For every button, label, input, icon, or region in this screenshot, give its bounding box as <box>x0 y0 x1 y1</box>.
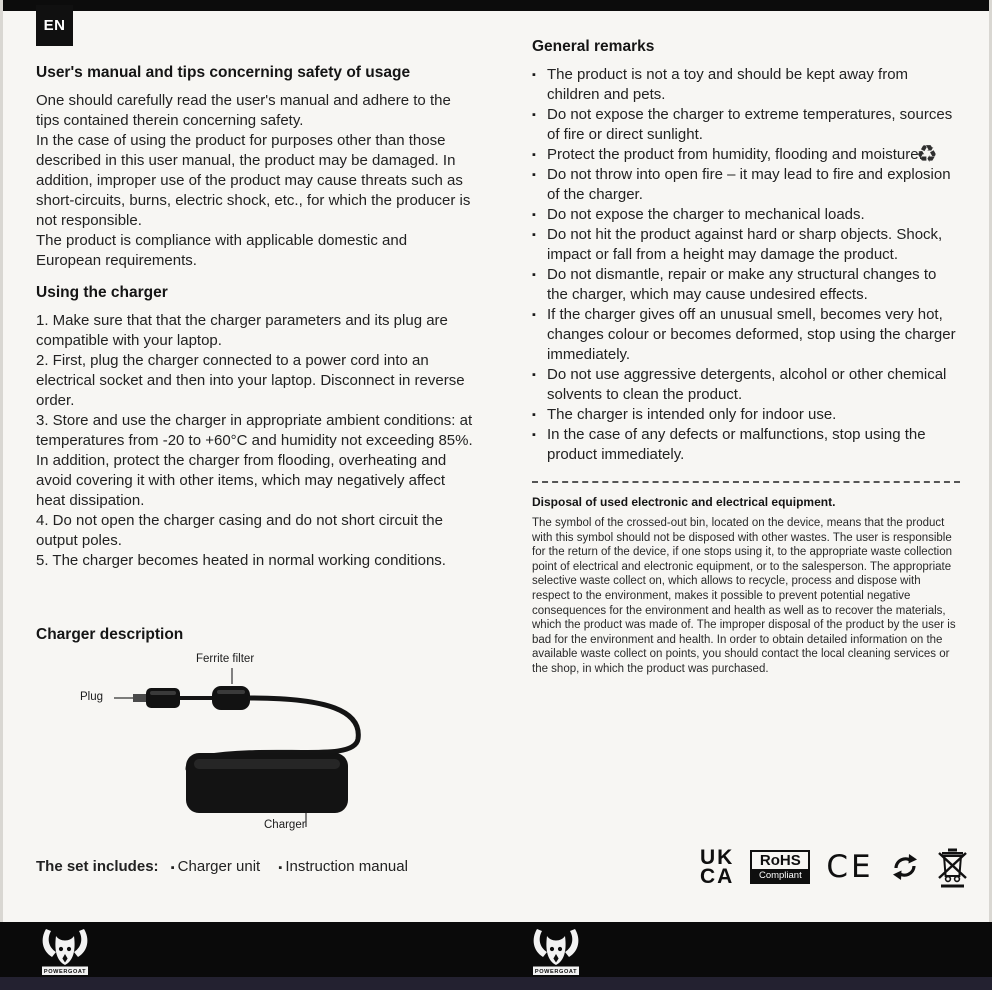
remark-item: ▪ Protect the product from humidity, flooding and moisture. <box>532 145 960 165</box>
using-step: 1. Make sure that that the charger parameters and its plug are compatible with your laptop. <box>36 312 448 349</box>
remark-item: ▪ Do not use aggressive detergents, alcohol or other chemical solvents to clean the product. <box>532 365 960 405</box>
plug-label: Plug <box>80 691 104 703</box>
safety-paragraph: One should carefully read the user's manual and adhere to the tips contained therein concerning safety. <box>36 92 451 129</box>
ukca-top: UK <box>700 846 735 869</box>
disposal-body: The symbol of the crossed-out bin, located on the device, means that the product with this symbol should not be disposed with other wastes. The user is responsible for the return of the device, if one stops using it, to the appropriate waste collection point of electrical and electronic equipment, or to the salesperson. The appropriate selective waste collect on, which allows to recycle, process and dispose with respect to the environment, makes it possible to prevent potential negative consequences for the environment and health as well as to recover the materials, which the product was made of. The improper disposal of the product by the user is bad for the environment and health. In order to obtain detailed information on the available waste collect on points, you should contact the local cleaning services or the shop, in which the product was purchased. <box>532 517 956 675</box>
rohs-compliant-label: Compliant <box>752 869 808 882</box>
right-column <box>532 38 960 677</box>
general-remarks-list <box>532 65 960 465</box>
scan-edge-left <box>0 0 3 990</box>
left-column <box>36 64 474 571</box>
powergoat-logo <box>36 925 94 977</box>
remark-item: ▪ Do not hit the product against hard or sharp objects. Shock, impact or fall from a height may damage the product. <box>532 225 960 265</box>
rohs-label: RoHS <box>759 852 801 869</box>
charger-description-section <box>36 626 476 835</box>
ferrite-filter-label: Ferrite filter <box>196 653 255 665</box>
safety-paragraph: The product is compliance with applicable domestic and European requirements. <box>36 232 408 269</box>
set-includes-label: The set includes: <box>36 858 159 875</box>
using-step: 4. Do not open the charger casing and do not short circuit the output poles. <box>36 512 443 549</box>
powergoat-banner-text: POWERGOAT <box>43 969 87 975</box>
top-black-bar <box>0 0 992 11</box>
ukca-bottom: CA <box>700 865 735 888</box>
remark-item: ▪ The charger is intended only for indoor use. <box>532 405 960 425</box>
using-step: 5. The charger becomes heated in normal working conditions. <box>36 552 446 569</box>
rohs-mark <box>750 850 810 884</box>
remark-item: ▪ Do not expose the charger to mechanical loads. <box>532 205 960 225</box>
disposal-title: Disposal of used electronic and electrical equipment. <box>532 495 836 509</box>
powergoat-logo <box>527 925 585 977</box>
remark-item: ▪ Do not expose the charger to extreme temperatures, sources of fire or direct sunlight. <box>532 105 960 145</box>
remark-item: ▪ In the case of any defects or malfunctions, stop using the product immediately. <box>532 425 960 465</box>
remark-item: ▪ Do not dismantle, repair or make any structural changes to the charger, which may cause undesired effects. <box>532 265 960 305</box>
safety-paragraph: In the case of using the product for purposes other than those described in this user manual, the product may be damaged. In addition, improper use of the product may cause threats such as short-circuits, burns, electric shock, etc., for which the producer is not responsible. <box>36 132 471 229</box>
recycle-triangle-icon: ♻ <box>916 140 938 168</box>
using-steps <box>36 311 474 571</box>
remark-item: ▪ If the charger gives off an unusual smell, becomes very hot, changes colour or becomes deformed, stop using the charger immediately. <box>532 305 960 365</box>
general-remarks-title: General remarks <box>532 38 655 55</box>
safety-section-title: User's manual and tips concerning safety of usage <box>36 64 411 81</box>
ce-mark: CE <box>826 849 874 885</box>
description-section-title: Charger description <box>36 626 184 643</box>
footer-bottom-strip <box>0 977 992 990</box>
charger-label: Charger <box>264 819 306 831</box>
set-item: ▪ Charger unit <box>171 858 261 875</box>
set-includes-line <box>36 858 422 875</box>
certification-badges <box>700 846 969 888</box>
remark-item: ▪ Do not throw into open fire – it may lead to fire and explosion of the charger. <box>532 165 960 205</box>
using-step: 3. Store and use the charger in appropriate ambient conditions: at temperatures from -20 to +60°C and humidity not exceeding 85%. In addition, protect the charger from flooding, overheating and avoid covering it with other items, which may negatively affect heat dissipation. <box>36 412 473 509</box>
dashed-divider <box>532 481 960 483</box>
powergoat-banner-text: POWERGOAT <box>534 969 578 975</box>
using-section-title: Using the charger <box>36 284 168 301</box>
charger-diagram <box>36 653 476 835</box>
using-step: 2. First, plug the charger connected to a power cord into an electrical socket and then into your laptop. Disconnect in reverse order. <box>36 352 465 409</box>
ukca-mark <box>700 848 734 886</box>
language-badge-label: EN <box>43 17 66 34</box>
set-item: ▪ Instruction manual <box>278 858 408 875</box>
language-badge <box>36 5 73 46</box>
footer-bar <box>0 922 992 990</box>
weee-crossed-bin-icon <box>936 846 969 888</box>
remark-item: ▪ The product is not a toy and should be kept away from children and pets. <box>532 65 960 105</box>
recycle-circle-icon <box>890 852 920 882</box>
charger-diagram-art <box>36 653 476 835</box>
